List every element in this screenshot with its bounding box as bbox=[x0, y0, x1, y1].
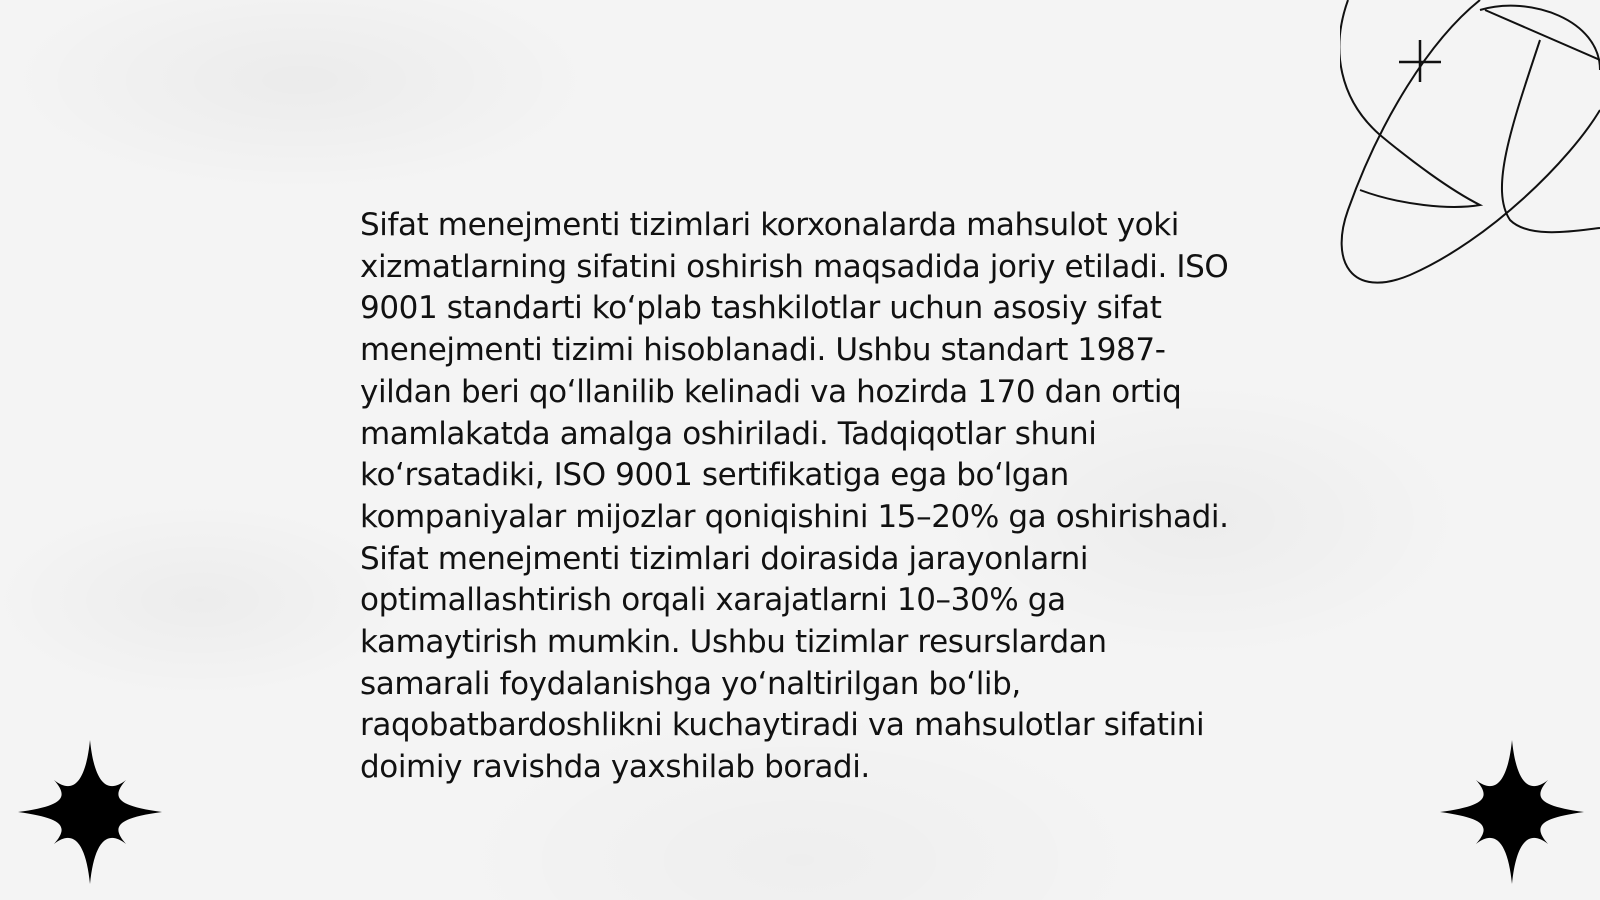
four-point-star-icon bbox=[1440, 740, 1584, 884]
slide-paragraph: Sifat menejmenti tizimlari korxonalarda mahsulot yoki xizmatlarning sifatini oshirish maqsadida joriy etiladi. ISO 9001 standarti koʻplab tashkilotlar uchun asosiy sifat menejmenti tizimi hisoblanadi. Ushbu standart 1987-yildan beri qoʻllanilib kelinadi va hozirda 170 dan ortiq mamlakatda amalga oshiriladi. Tadqiqotlar shuni koʻrsatadiki, ISO 9001 sertifikatiga ega boʻlgan kompaniyalar mijozlar qoniqishini 15–20% ga oshirishadi. Sifat menejmenti tizimlari doirasida jarayonlarni optimallashtirish orqali xarajatlarni 10–30% ga kamaytirish mumkin. Ushbu tizimlar resurslardan samarali foydalanishga yoʻnaltirilgan boʻlib, raqobatbardoshlikni kuchaytiradi va mahsulotlar sifatini doimiy ravishda yaxshilab boradi. bbox=[360, 207, 1229, 786]
orbit-sparkle-icon bbox=[1340, 0, 1600, 290]
four-point-star-icon bbox=[18, 740, 162, 884]
